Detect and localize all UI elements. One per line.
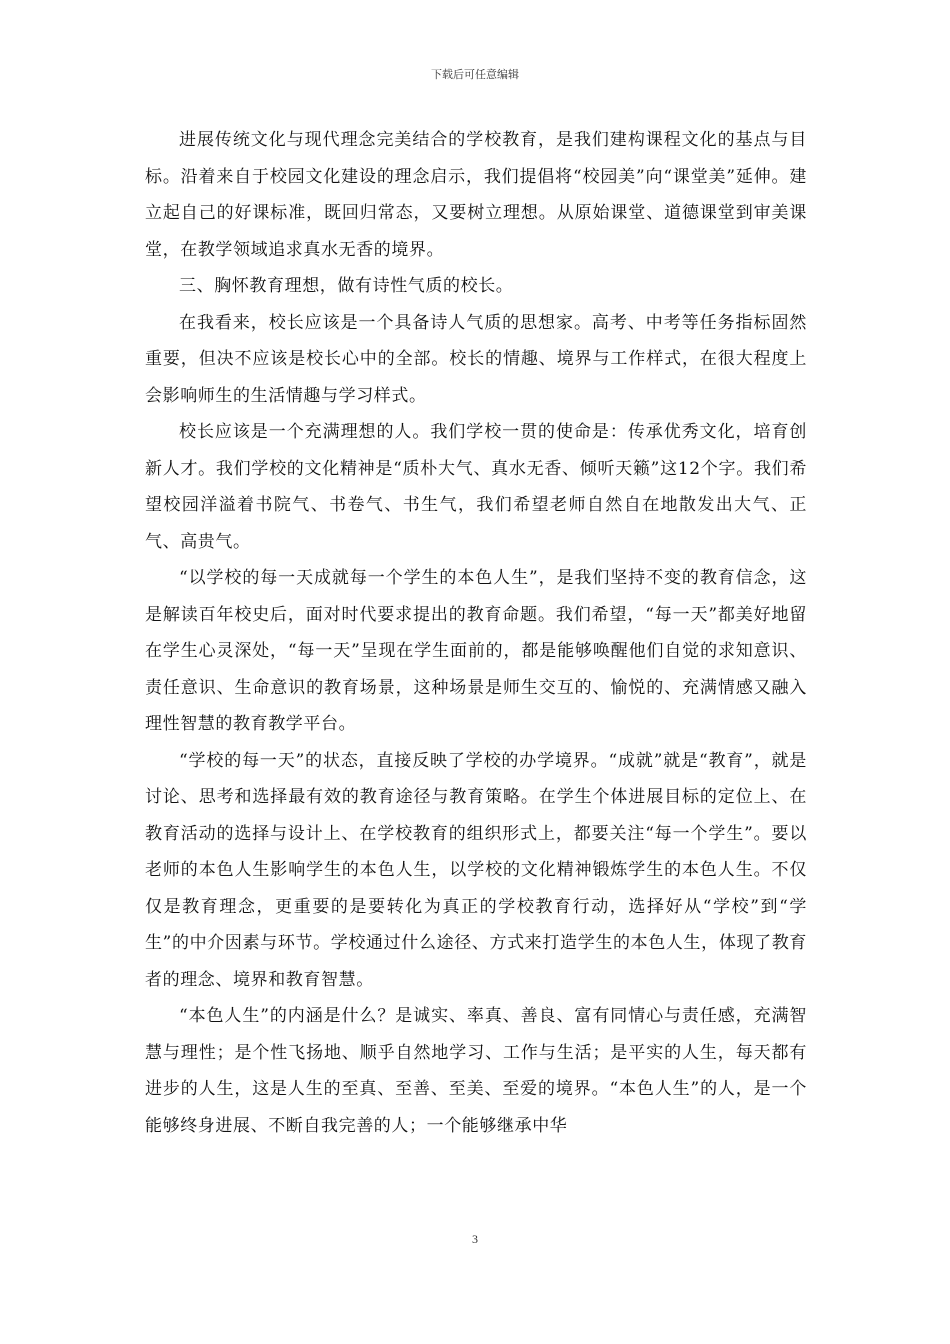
paragraph-2: 在我看来，校长应该是一个具备诗人气质的思想家。高考、中考等任务指标固然重要，但决不应该是校长心中的全部。校长的情趣、境界与工作样式，在很大程度上会影响师生的生活情趣与学习样式。	[145, 312, 807, 406]
paragraph-6: “本色人生”的内涵是什么？是诚实、率真、善良、富有同情心与责任感，充满智慧与理性；是个性飞扬地、顺乎自然地学习、工作与生活；是平实的人生，每天都有进步的人生，这是人生的至真、至善、至美、至爱的境界。“本色人生”的人，是一个能够终身进展、不断自我完善的人；一个能够继承中华	[145, 1006, 807, 1136]
page-header-note: 下载后可任意编辑	[431, 68, 519, 81]
page-number: 3	[472, 1232, 478, 1246]
document-body	[145, 122, 807, 1144]
paragraph-1: 进展传统文化与现代理念完美结合的学校教育，是我们建构课程文化的基点与目标。沿着来自于校园文化建设的理念启示，我们提倡将“校园美”向“课堂美”延伸。建立起自己的好课标准，既回归常态，又要树立理想。从原始课堂、道德课堂到审美课堂，在教学领域追求真水无香的境界。	[145, 130, 807, 260]
paragraph-3: 校长应该是一个充满理想的人。我们学校一贯的使命是：传承优秀文化，培育创新人才。我们学校的文化精神是“质朴大气、真水无香、倾听天籁”这12个字。我们希望校园洋溢着书院气、书卷气、书生气，我们希望老师自然自在地散发出大气、正气、高贵气。	[145, 422, 807, 552]
paragraph-4: “以学校的每一天成就每一个学生的本色人生”，是我们坚持不变的教育信念，这是解读百年校史后，面对时代要求提出的教育命题。我们希望，“每一天”都美好地留在学生心灵深处，“每一天”呈现在学生面前的，都是能够唤醒他们自觉的求知意识、责任意识、生命意识的教育场景，这种场景是师生交互的、愉悦的、充满情感又融入理性智慧的教育教学平台。	[145, 568, 807, 734]
section-heading: 三、胸怀教育理想，做有诗性气质的校长。	[179, 276, 514, 296]
paragraph-5: “学校的每一天”的状态，直接反映了学校的办学境界。“成就”就是“教育”，就是讨论、思考和选择最有效的教育途径与教育策略。在学生个体进展目标的定位上、在教育活动的选择与设计上、在学校教育的组织形式上，都要关注“每一个学生”。要以老师的本色人生影响学生的本色人生，以学校的文化精神锻炼学生的本色人生。不仅仅是教育理念，更重要的是要转化为真正的学校教育行动，选择好从“学校”到“学生”的中介因素与环节。学校通过什么途径、方式来打造学生的本色人生，体现了教育者的理念、境界和教育智慧。	[145, 750, 807, 990]
